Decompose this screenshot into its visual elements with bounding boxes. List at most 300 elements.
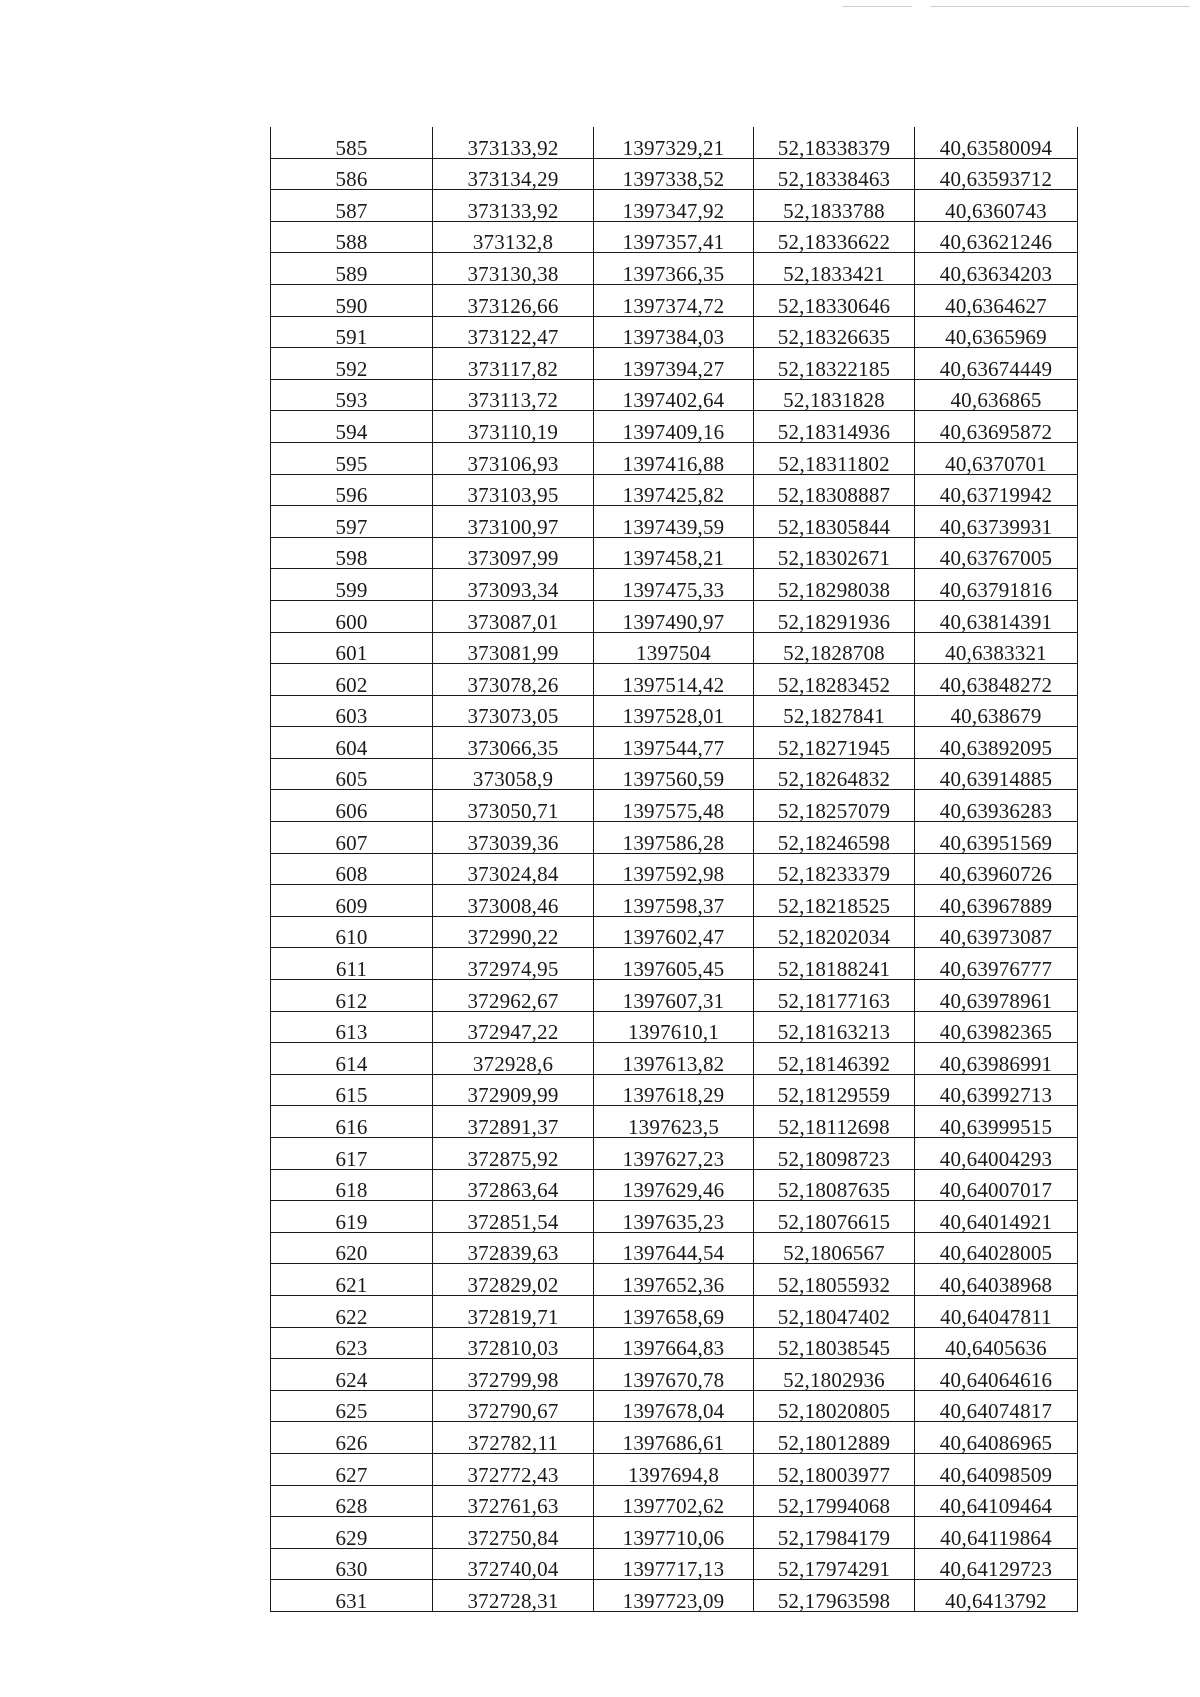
cell-text: 40,64098509 <box>939 1462 1053 1487</box>
table-row <box>271 411 1078 443</box>
x-coordinate-cell <box>433 1327 594 1359</box>
cell-text: 626 <box>335 1430 368 1455</box>
point-number-cell <box>271 253 433 285</box>
table-row <box>271 1548 1078 1580</box>
point-number-cell <box>271 442 433 474</box>
longitude-cell <box>915 1390 1078 1422</box>
cell-text: 52,17984179 <box>777 1525 891 1550</box>
x-coordinate-cell <box>433 1517 594 1549</box>
point-number-cell <box>271 1201 433 1233</box>
x-coordinate-cell <box>433 1074 594 1106</box>
table-row <box>271 1106 1078 1138</box>
cell-text: 373093,34 <box>467 577 559 602</box>
latitude-cell <box>754 569 915 601</box>
cell-text: 373103,95 <box>467 483 559 508</box>
x-coordinate-cell <box>433 1232 594 1264</box>
y-coordinate-cell <box>594 664 754 696</box>
longitude-cell <box>915 1106 1078 1138</box>
cell-text: 52,18264832 <box>777 767 891 792</box>
cell-text: 1397402,64 <box>622 388 725 413</box>
cell-text: 373058,9 <box>472 767 554 792</box>
x-coordinate-cell <box>433 980 594 1012</box>
point-number-cell <box>271 1264 433 1296</box>
cell-text: 1397678,04 <box>622 1399 725 1424</box>
cell-text: 52,1828708 <box>783 641 885 666</box>
cell-text: 52,18271945 <box>777 735 891 760</box>
cell-text: 610 <box>335 925 368 950</box>
point-number-cell <box>271 885 433 917</box>
x-coordinate-cell <box>433 1485 594 1517</box>
cell-text: 40,638679 <box>950 704 1042 729</box>
cell-text: 52,18338463 <box>777 167 891 192</box>
cell-text: 373117,82 <box>467 356 559 381</box>
cell-text: 373113,72 <box>467 388 559 413</box>
point-number-cell <box>271 1453 433 1485</box>
cell-text: 52,1806567 <box>783 1241 885 1266</box>
table-row <box>271 885 1078 917</box>
y-coordinate-cell <box>594 948 754 980</box>
cell-text: 372974,95 <box>467 957 559 982</box>
cell-text: 52,18338379 <box>777 135 891 160</box>
table-row <box>271 1453 1078 1485</box>
x-coordinate-cell <box>433 885 594 917</box>
cell-text: 1397623,5 <box>627 1115 720 1139</box>
latitude-cell <box>754 1011 915 1043</box>
cell-text: 40,63978961 <box>939 988 1053 1013</box>
cell-text: 52,1827841 <box>783 704 885 729</box>
cell-text: 1397607,31 <box>622 988 725 1013</box>
cell-text: 591 <box>335 325 368 350</box>
cell-text: 373132,8 <box>472 230 554 255</box>
point-number-cell <box>271 1517 433 1549</box>
cell-text: 372947,22 <box>467 1020 559 1045</box>
cell-text: 614 <box>335 1051 368 1076</box>
cell-text: 372875,92 <box>467 1146 559 1171</box>
table-row <box>271 284 1078 316</box>
latitude-cell <box>754 632 915 664</box>
table-row <box>271 1264 1078 1296</box>
latitude-cell <box>754 1422 915 1454</box>
latitude-cell <box>754 1359 915 1391</box>
point-number-cell <box>271 1295 433 1327</box>
cell-text: 1397652,36 <box>622 1272 725 1297</box>
table-row <box>271 221 1078 253</box>
table-row <box>271 1517 1078 1549</box>
table-row <box>271 379 1078 411</box>
y-coordinate-cell <box>594 1138 754 1170</box>
cell-text: 52,18038545 <box>777 1336 891 1361</box>
longitude-cell <box>915 1295 1078 1327</box>
cell-text: 1397598,37 <box>622 893 725 918</box>
point-number-cell <box>271 1422 433 1454</box>
cell-text: 52,18188241 <box>777 957 891 982</box>
table-row <box>271 1580 1078 1612</box>
cell-text: 40,63992713 <box>939 1083 1053 1108</box>
cell-text: 627 <box>335 1462 368 1487</box>
y-coordinate-cell <box>594 253 754 285</box>
x-coordinate-cell <box>433 1138 594 1170</box>
y-coordinate-cell <box>594 158 754 190</box>
cell-text: 615 <box>335 1083 368 1108</box>
table-row <box>271 474 1078 506</box>
latitude-cell <box>754 1169 915 1201</box>
table-row <box>271 158 1078 190</box>
longitude-cell <box>915 1517 1078 1549</box>
y-coordinate-cell <box>594 316 754 348</box>
cell-text: 40,63634203 <box>939 261 1053 286</box>
y-coordinate-cell <box>594 822 754 854</box>
cell-text: 1397544,77 <box>622 735 725 760</box>
latitude-cell <box>754 379 915 411</box>
cell-text: 40,63986991 <box>939 1051 1053 1076</box>
y-coordinate-cell <box>594 1453 754 1485</box>
table-row <box>271 1422 1078 1454</box>
y-coordinate-cell <box>594 442 754 474</box>
longitude-cell <box>915 1485 1078 1517</box>
point-number-cell <box>271 980 433 1012</box>
cell-text: 373081,99 <box>467 641 559 666</box>
latitude-cell <box>754 1453 915 1485</box>
table-row <box>271 980 1078 1012</box>
x-coordinate-cell <box>433 1169 594 1201</box>
cell-text: 52,18302671 <box>777 546 891 571</box>
cell-text: 373087,01 <box>467 609 559 634</box>
cell-text: 1397658,69 <box>622 1304 725 1329</box>
cell-text: 52,18283452 <box>777 672 891 697</box>
cell-text: 40,63976777 <box>939 957 1053 982</box>
latitude-cell <box>754 758 915 790</box>
latitude-cell <box>754 1232 915 1264</box>
point-number-cell <box>271 1390 433 1422</box>
cell-text: 620 <box>335 1241 368 1266</box>
latitude-cell <box>754 158 915 190</box>
x-coordinate-cell <box>433 600 594 632</box>
latitude-cell <box>754 1295 915 1327</box>
cell-text: 373066,35 <box>467 735 559 760</box>
y-coordinate-cell <box>594 1201 754 1233</box>
x-coordinate-cell <box>433 190 594 222</box>
cell-text: 1397338,52 <box>622 167 725 192</box>
longitude-cell <box>915 600 1078 632</box>
cell-text: 612 <box>335 988 368 1013</box>
point-number-cell <box>271 1580 433 1612</box>
x-coordinate-cell <box>433 948 594 980</box>
y-coordinate-cell <box>594 379 754 411</box>
table-row <box>271 1390 1078 1422</box>
cell-text: 595 <box>335 451 368 476</box>
cell-text: 1397723,09 <box>622 1588 725 1613</box>
table-row <box>271 569 1078 601</box>
cell-text: 1397710,06 <box>622 1525 725 1550</box>
point-number-cell <box>271 695 433 727</box>
cell-text: 372790,67 <box>467 1399 559 1424</box>
cell-text: 52,18311802 <box>778 451 890 476</box>
cell-text: 372962,67 <box>467 988 559 1013</box>
table-row <box>271 253 1078 285</box>
longitude-cell <box>915 221 1078 253</box>
point-number-cell <box>271 916 433 948</box>
longitude-cell <box>915 253 1078 285</box>
y-coordinate-cell <box>594 569 754 601</box>
longitude-cell <box>915 348 1078 380</box>
y-coordinate-cell <box>594 1485 754 1517</box>
cell-text: 613 <box>335 1020 368 1045</box>
table-row <box>271 1295 1078 1327</box>
latitude-cell <box>754 316 915 348</box>
point-number-cell <box>271 316 433 348</box>
cell-text: 52,17974291 <box>777 1557 891 1582</box>
point-number-cell <box>271 1169 433 1201</box>
cell-text: 1397366,35 <box>622 261 725 286</box>
cell-text: 372740,04 <box>467 1557 559 1582</box>
y-coordinate-cell <box>594 127 754 158</box>
cell-text: 40,63951569 <box>939 830 1053 855</box>
point-number-cell <box>271 1074 433 1106</box>
cell-text: 603 <box>335 704 368 729</box>
cell-text: 40,63967889 <box>939 893 1053 918</box>
table-row <box>271 822 1078 854</box>
point-number-cell <box>271 727 433 759</box>
latitude-cell <box>754 822 915 854</box>
longitude-cell <box>915 1453 1078 1485</box>
cell-text: 40,63914885 <box>939 767 1053 792</box>
cell-text: 609 <box>335 893 368 918</box>
cell-text: 40,63791816 <box>939 577 1053 602</box>
table-row <box>271 695 1078 727</box>
cell-text: 373078,26 <box>467 672 559 697</box>
x-coordinate-cell <box>433 822 594 854</box>
latitude-cell <box>754 1043 915 1075</box>
cell-text: 1397605,45 <box>622 957 725 982</box>
latitude-cell <box>754 1580 915 1612</box>
cell-text: 586 <box>335 167 368 192</box>
cell-text: 624 <box>335 1367 368 1392</box>
y-coordinate-cell <box>594 1548 754 1580</box>
cell-text: 1397717,13 <box>622 1557 725 1582</box>
cell-text: 372829,02 <box>467 1272 559 1297</box>
cell-text: 52,18012889 <box>777 1430 891 1455</box>
cell-text: 590 <box>335 293 368 318</box>
latitude-cell <box>754 980 915 1012</box>
latitude-cell <box>754 221 915 253</box>
cell-text: 1397613,82 <box>622 1051 725 1076</box>
cell-text: 40,63580094 <box>939 135 1053 160</box>
point-number-cell <box>271 569 433 601</box>
table-row <box>271 1485 1078 1517</box>
y-coordinate-cell <box>594 284 754 316</box>
cell-text: 52,18336622 <box>777 230 891 255</box>
cell-text: 611 <box>335 957 368 982</box>
coordinates-table <box>270 127 1078 1612</box>
cell-text: 602 <box>335 672 368 697</box>
point-number-cell <box>271 948 433 980</box>
x-coordinate-cell <box>433 221 594 253</box>
x-coordinate-cell <box>433 853 594 885</box>
point-number-cell <box>271 348 433 380</box>
longitude-cell <box>915 569 1078 601</box>
longitude-cell <box>915 758 1078 790</box>
cell-text: 600 <box>335 609 368 634</box>
cell-text: 52,18330646 <box>777 293 891 318</box>
cell-text: 616 <box>335 1115 368 1139</box>
longitude-cell <box>915 1138 1078 1170</box>
cell-text: 52,18246598 <box>777 830 891 855</box>
cell-text: 608 <box>335 862 368 887</box>
cell-text: 604 <box>335 735 368 760</box>
cell-text: 373133,92 <box>467 198 559 223</box>
cell-text: 1397627,23 <box>622 1146 725 1171</box>
cell-text: 52,18146392 <box>777 1051 891 1076</box>
longitude-cell <box>915 1359 1078 1391</box>
table-row <box>271 1074 1078 1106</box>
y-coordinate-cell <box>594 1517 754 1549</box>
cell-text: 40,64129723 <box>939 1557 1053 1582</box>
point-number-cell <box>271 1138 433 1170</box>
longitude-cell <box>915 1074 1078 1106</box>
y-coordinate-cell <box>594 758 754 790</box>
cell-text: 52,18112698 <box>778 1115 890 1139</box>
cell-text: 40,6360743 <box>945 198 1047 223</box>
cell-text: 40,63999515 <box>939 1115 1053 1139</box>
longitude-cell <box>915 822 1078 854</box>
cell-text: 40,63593712 <box>939 167 1053 192</box>
cell-text: 40,63982365 <box>939 1020 1053 1045</box>
point-number-cell <box>271 1011 433 1043</box>
x-coordinate-cell <box>433 1453 594 1485</box>
table-row <box>271 948 1078 980</box>
cell-text: 40,63973087 <box>939 925 1053 950</box>
y-coordinate-cell <box>594 1106 754 1138</box>
cell-text: 52,18076615 <box>777 1209 891 1234</box>
y-coordinate-cell <box>594 916 754 948</box>
x-coordinate-cell <box>433 379 594 411</box>
x-coordinate-cell <box>433 1359 594 1391</box>
cell-text: 52,18298038 <box>777 577 891 602</box>
cell-text: 1397425,82 <box>622 483 725 508</box>
y-coordinate-cell <box>594 474 754 506</box>
cell-text: 52,17963598 <box>777 1588 891 1613</box>
cell-text: 40,6365969 <box>945 325 1047 350</box>
cell-text: 630 <box>335 1557 368 1582</box>
cell-text: 373110,19 <box>467 419 559 444</box>
cell-text: 589 <box>335 261 368 286</box>
cell-text: 601 <box>335 641 368 666</box>
cell-text: 52,18326635 <box>777 325 891 350</box>
latitude-cell <box>754 442 915 474</box>
cell-text: 1397610,1 <box>627 1020 720 1045</box>
cell-text: 40,6370701 <box>945 451 1047 476</box>
point-number-cell <box>271 127 433 158</box>
x-coordinate-cell <box>433 727 594 759</box>
cell-text: 372772,43 <box>467 1462 559 1487</box>
table-row <box>271 600 1078 632</box>
cell-text: 52,1831828 <box>783 388 885 413</box>
table-row <box>271 506 1078 538</box>
cell-text: 372891,37 <box>467 1115 559 1139</box>
cell-text: 40,64004293 <box>939 1146 1053 1171</box>
longitude-cell <box>915 1011 1078 1043</box>
latitude-cell <box>754 1201 915 1233</box>
latitude-cell <box>754 885 915 917</box>
cell-text: 40,636865 <box>950 388 1042 413</box>
cell-text: 372851,54 <box>467 1209 559 1234</box>
table-row <box>271 316 1078 348</box>
cell-text: 372863,64 <box>467 1178 559 1203</box>
longitude-cell <box>915 1232 1078 1264</box>
x-coordinate-cell <box>433 316 594 348</box>
longitude-cell <box>915 442 1078 474</box>
scan-artifact <box>842 6 912 7</box>
x-coordinate-cell <box>433 158 594 190</box>
cell-text: 1397357,41 <box>622 230 725 255</box>
longitude-cell <box>915 948 1078 980</box>
cell-text: 40,63892095 <box>939 735 1053 760</box>
table-row <box>271 442 1078 474</box>
y-coordinate-cell <box>594 1327 754 1359</box>
x-coordinate-cell <box>433 506 594 538</box>
table-row <box>271 1232 1078 1264</box>
cell-text: 1397602,47 <box>622 925 725 950</box>
latitude-cell <box>754 1548 915 1580</box>
latitude-cell <box>754 1106 915 1138</box>
y-coordinate-cell <box>594 1390 754 1422</box>
point-number-cell <box>271 790 433 822</box>
cell-text: 592 <box>335 356 368 381</box>
latitude-cell <box>754 537 915 569</box>
y-coordinate-cell <box>594 853 754 885</box>
cell-text: 40,63719942 <box>939 483 1053 508</box>
cell-text: 40,64007017 <box>939 1178 1053 1203</box>
point-number-cell <box>271 474 433 506</box>
cell-text: 631 <box>335 1588 368 1613</box>
latitude-cell <box>754 695 915 727</box>
x-coordinate-cell <box>433 284 594 316</box>
cell-text: 372761,63 <box>467 1494 559 1519</box>
latitude-cell <box>754 127 915 158</box>
cell-text: 1397686,61 <box>622 1430 725 1455</box>
x-coordinate-cell <box>433 442 594 474</box>
cell-text: 1397475,33 <box>622 577 725 602</box>
longitude-cell <box>915 506 1078 538</box>
scan-artifact <box>930 6 1190 7</box>
table-row <box>271 632 1078 664</box>
latitude-cell <box>754 727 915 759</box>
y-coordinate-cell <box>594 790 754 822</box>
cell-text: 40,63936283 <box>939 799 1053 824</box>
cell-text: 1397329,21 <box>622 135 725 160</box>
cell-text: 40,6413792 <box>945 1588 1047 1613</box>
point-number-cell <box>271 822 433 854</box>
point-number-cell <box>271 537 433 569</box>
point-number-cell <box>271 1106 433 1138</box>
cell-text: 40,63814391 <box>939 609 1053 634</box>
cell-text: 40,64119864 <box>940 1525 1052 1550</box>
cell-text: 622 <box>335 1304 368 1329</box>
x-coordinate-cell <box>433 1264 594 1296</box>
cell-text: 1397618,29 <box>622 1083 725 1108</box>
table-row <box>271 1138 1078 1170</box>
latitude-cell <box>754 284 915 316</box>
x-coordinate-cell <box>433 632 594 664</box>
table-row <box>271 1169 1078 1201</box>
cell-text: 52,18047402 <box>777 1304 891 1329</box>
longitude-cell <box>915 1169 1078 1201</box>
longitude-cell <box>915 411 1078 443</box>
cell-text: 1397586,28 <box>622 830 725 855</box>
cell-text: 40,64074817 <box>939 1399 1053 1424</box>
cell-text: 40,6383321 <box>945 641 1047 666</box>
point-number-cell <box>271 1548 433 1580</box>
